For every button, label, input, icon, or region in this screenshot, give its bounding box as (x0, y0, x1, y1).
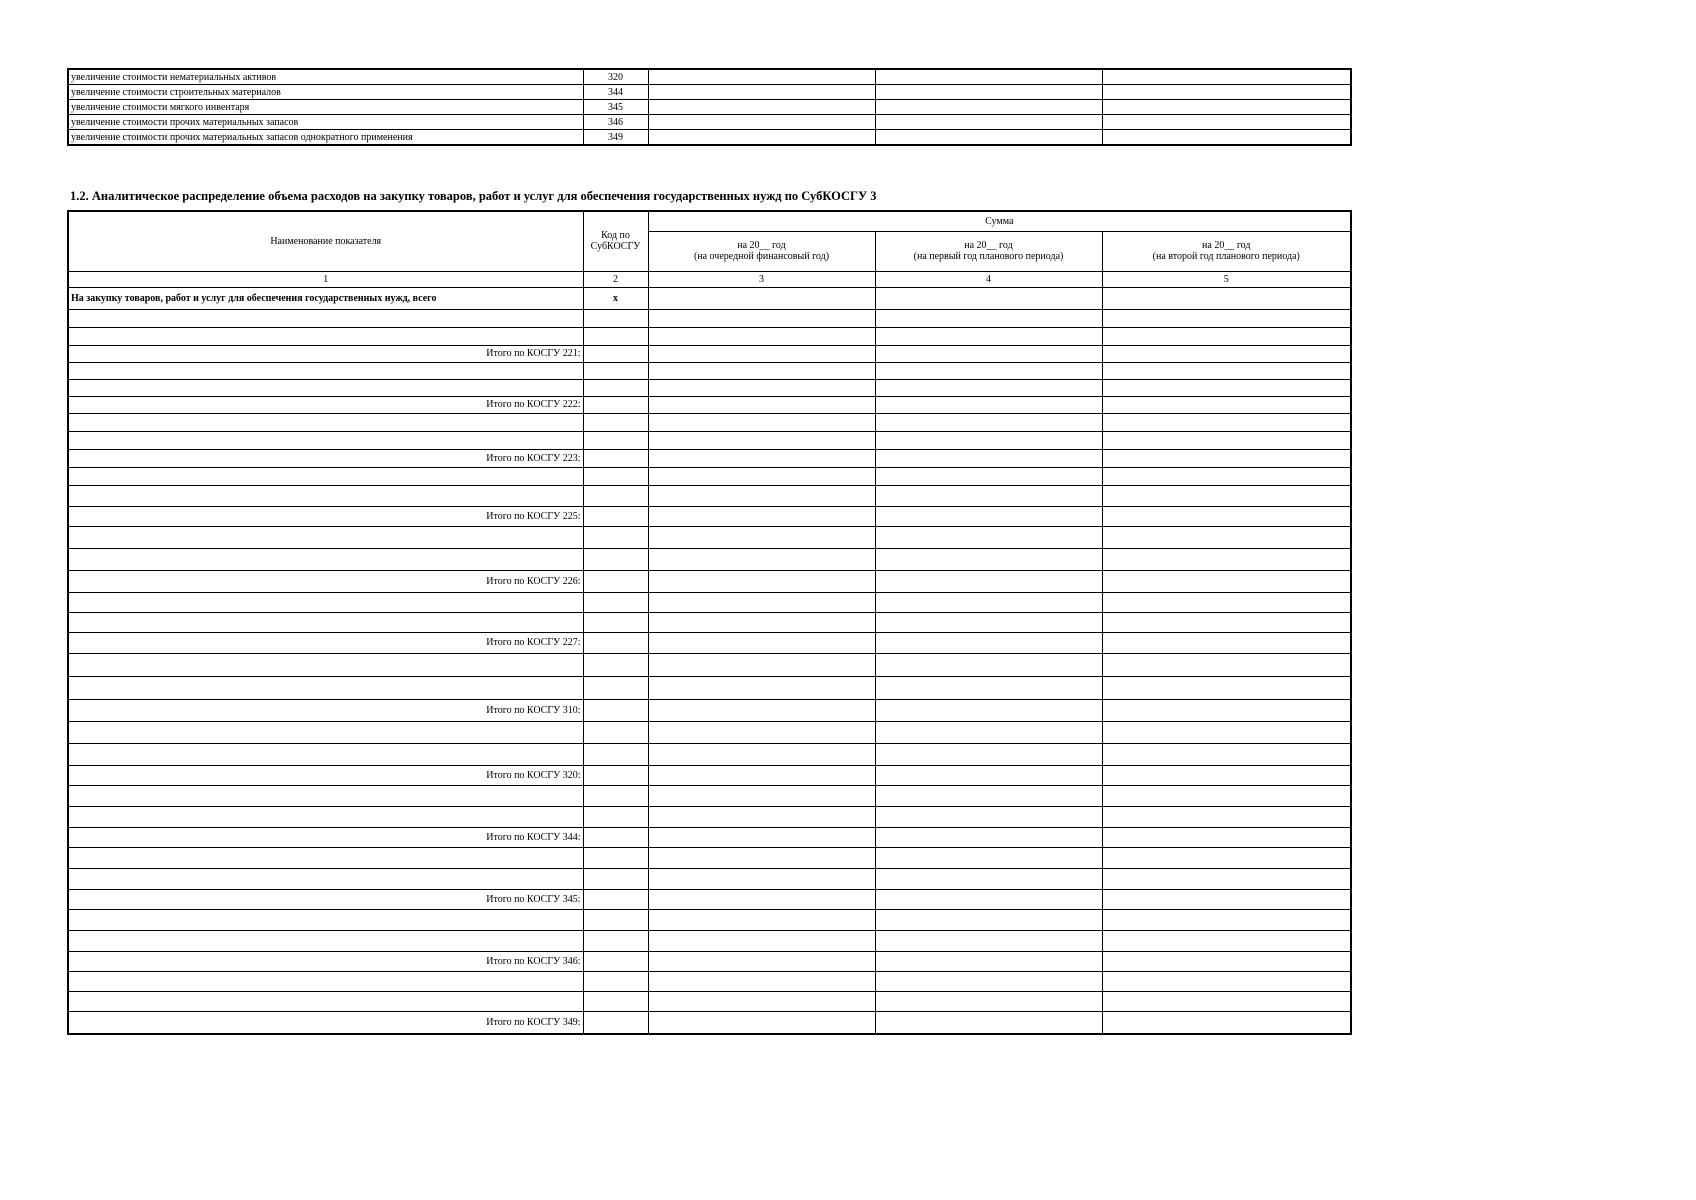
column-number: 1 (68, 271, 583, 287)
row-name-cell[interactable] (68, 592, 583, 612)
value-cell[interactable] (875, 632, 1102, 653)
value-cell[interactable] (1102, 765, 1351, 785)
table-row (68, 785, 1351, 806)
value-cell[interactable] (648, 130, 875, 146)
row-code: 344 (583, 85, 648, 100)
itogo-row (68, 951, 1351, 971)
row-code: 349 (583, 130, 648, 146)
value-cell[interactable] (875, 699, 1102, 721)
row-code-cell[interactable] (583, 765, 648, 785)
value-cell[interactable] (875, 592, 1102, 612)
itogo-label: Итого по КОСГУ 222: (68, 396, 583, 413)
value-cell[interactable] (1102, 785, 1351, 806)
table-row (68, 676, 1351, 699)
value-cell[interactable] (1102, 699, 1351, 721)
row-code-cell[interactable] (583, 868, 648, 889)
value-cell[interactable] (648, 506, 875, 526)
value-cell[interactable] (1102, 431, 1351, 449)
value-cell[interactable] (648, 868, 875, 889)
value-cell[interactable] (648, 721, 875, 743)
table-header (68, 211, 1351, 287)
row-code-cell[interactable] (583, 362, 648, 379)
value-cell[interactable] (1102, 570, 1351, 592)
value-cell[interactable] (648, 548, 875, 570)
itogo-row (68, 449, 1351, 467)
row-name-cell[interactable] (68, 971, 583, 991)
total-row-name: На закупку товаров, работ и услуг для обеспечения государственных нужд, всего (68, 287, 583, 309)
value-cell[interactable] (648, 485, 875, 506)
value-cell[interactable] (648, 69, 875, 85)
value-cell[interactable] (875, 85, 1102, 100)
itogo-row (68, 632, 1351, 653)
value-cell[interactable] (875, 868, 1102, 889)
row-name-cell[interactable] (68, 526, 583, 548)
itogo-label: Итого по КОСГУ 226: (68, 570, 583, 592)
header-name: Наименование показателя (68, 211, 583, 271)
value-cell[interactable] (1102, 506, 1351, 526)
row-code-cell[interactable] (583, 827, 648, 847)
table-row (68, 431, 1351, 449)
value-cell[interactable] (648, 570, 875, 592)
row-code-cell[interactable] (583, 309, 648, 327)
value-cell[interactable] (648, 431, 875, 449)
table-row (68, 413, 1351, 431)
row-code-cell[interactable] (583, 806, 648, 827)
itogo-row (68, 765, 1351, 785)
value-cell[interactable] (875, 548, 1102, 570)
value-cell[interactable] (648, 889, 875, 909)
value-cell[interactable] (875, 889, 1102, 909)
value-cell[interactable] (875, 485, 1102, 506)
value-cell[interactable] (875, 1011, 1102, 1034)
table-row (68, 85, 1351, 100)
row-name-cell[interactable] (68, 431, 583, 449)
value-cell[interactable] (875, 991, 1102, 1011)
row-code-cell[interactable] (583, 676, 648, 699)
value-cell[interactable] (1102, 115, 1351, 130)
value-cell[interactable] (648, 699, 875, 721)
materials-table (67, 68, 1352, 146)
row-code-cell[interactable] (583, 327, 648, 345)
header-col3-year: на 20__ год (737, 240, 786, 251)
table-row (68, 909, 1351, 930)
row-name: увеличение стоимости прочих материальных запасов (68, 115, 583, 130)
value-cell[interactable] (875, 100, 1102, 115)
row-name: увеличение стоимости мягкого инвентаря (68, 100, 583, 115)
value-cell[interactable] (1102, 971, 1351, 991)
row-name: увеличение стоимости строительных материалов (68, 85, 583, 100)
value-cell[interactable] (1102, 991, 1351, 1011)
row-name-cell[interactable] (68, 467, 583, 485)
value-cell[interactable] (875, 327, 1102, 345)
row-code-cell[interactable] (583, 909, 648, 930)
itogo-label: Итого по КОСГУ 227: (68, 632, 583, 653)
total-row (68, 287, 1351, 309)
table-row (68, 548, 1351, 570)
row-code-cell[interactable] (583, 345, 648, 362)
header-row (68, 211, 1351, 231)
materials-table-body (68, 69, 1351, 145)
value-cell[interactable] (648, 612, 875, 632)
value-cell[interactable] (1102, 1011, 1351, 1034)
header-col3-period: (на очередной финансовый год) (693, 251, 830, 262)
row-name-cell[interactable] (68, 721, 583, 743)
table-row (68, 743, 1351, 765)
row-name: увеличение стоимости прочих материальных запасов однократного применения (68, 130, 583, 146)
row-code-cell[interactable] (583, 431, 648, 449)
row-name-cell[interactable] (68, 413, 583, 431)
value-cell[interactable] (648, 909, 875, 930)
row-code-cell[interactable] (583, 548, 648, 570)
value-cell[interactable] (1102, 930, 1351, 951)
row-name-cell[interactable] (68, 327, 583, 345)
value-cell[interactable] (1102, 379, 1351, 396)
value-cell[interactable] (648, 413, 875, 431)
value-cell[interactable] (1102, 612, 1351, 632)
row-code-cell[interactable] (583, 485, 648, 506)
value-cell[interactable] (1102, 743, 1351, 765)
value-cell[interactable] (648, 806, 875, 827)
row-code-cell[interactable] (583, 889, 648, 909)
itogo-label: Итого по КОСГУ 349: (68, 1011, 583, 1034)
itogo-label: Итого по КОСГУ 346: (68, 951, 583, 971)
row-code-cell[interactable] (583, 653, 648, 676)
itogo-label: Итого по КОСГУ 221: (68, 345, 583, 362)
row-code-cell[interactable] (583, 396, 648, 413)
row-code-cell[interactable] (583, 612, 648, 632)
value-cell[interactable] (1102, 592, 1351, 612)
row-name-cell[interactable] (68, 548, 583, 570)
row-code-cell[interactable] (583, 379, 648, 396)
value-cell[interactable] (648, 287, 875, 309)
table-row (68, 485, 1351, 506)
itogo-row (68, 889, 1351, 909)
value-cell[interactable] (648, 743, 875, 765)
value-cell[interactable] (875, 930, 1102, 951)
column-number: 2 (583, 271, 648, 287)
row-code: 320 (583, 69, 648, 85)
value-cell[interactable] (1102, 526, 1351, 548)
table-row (68, 592, 1351, 612)
value-cell[interactable] (1102, 889, 1351, 909)
value-cell[interactable] (648, 449, 875, 467)
row-name-cell[interactable] (68, 847, 583, 868)
value-cell[interactable] (1102, 69, 1351, 85)
table-row (68, 971, 1351, 991)
value-cell[interactable] (875, 785, 1102, 806)
header-col4-period: (на первый год планового периода) (913, 251, 1064, 262)
table-row (68, 379, 1351, 396)
table-row (68, 868, 1351, 889)
header-col4-year: на 20__ год (964, 240, 1013, 251)
value-cell[interactable] (1102, 951, 1351, 971)
value-cell[interactable] (648, 379, 875, 396)
value-cell[interactable] (875, 431, 1102, 449)
itogo-row (68, 699, 1351, 721)
itogo-label: Итого по КОСГУ 223: (68, 449, 583, 467)
itogo-label: Итого по КОСГУ 225: (68, 506, 583, 526)
value-cell[interactable] (648, 653, 875, 676)
value-cell[interactable] (648, 991, 875, 1011)
column-number: 3 (648, 271, 875, 287)
value-cell[interactable] (1102, 327, 1351, 345)
value-cell[interactable] (875, 909, 1102, 930)
value-cell[interactable] (1102, 449, 1351, 467)
value-cell[interactable] (1102, 676, 1351, 699)
row-code-cell[interactable] (583, 570, 648, 592)
itogo-label: Итого по КОСГУ 345: (68, 889, 583, 909)
value-cell[interactable] (648, 526, 875, 548)
row-name: увеличение стоимости нематериальных активов (68, 69, 583, 85)
value-cell[interactable] (1102, 847, 1351, 868)
table-row (68, 847, 1351, 868)
table-row (68, 612, 1351, 632)
row-code-cell[interactable] (583, 467, 648, 485)
value-cell[interactable] (648, 632, 875, 653)
value-cell[interactable] (875, 449, 1102, 467)
value-cell[interactable] (648, 115, 875, 130)
itogo-row (68, 1011, 1351, 1034)
row-code-cell[interactable] (583, 951, 648, 971)
table-body (68, 287, 1351, 1034)
table-row (68, 130, 1351, 146)
value-cell[interactable] (875, 345, 1102, 362)
itogo-row (68, 570, 1351, 592)
value-cell[interactable] (1102, 396, 1351, 413)
value-cell[interactable] (875, 115, 1102, 130)
value-cell[interactable] (875, 612, 1102, 632)
row-code-cell[interactable] (583, 449, 648, 467)
value-cell[interactable] (648, 396, 875, 413)
row-name-cell[interactable] (68, 930, 583, 951)
value-cell[interactable] (1102, 721, 1351, 743)
value-cell[interactable] (1102, 467, 1351, 485)
value-cell[interactable] (875, 287, 1102, 309)
value-cell[interactable] (1102, 345, 1351, 362)
value-cell[interactable] (648, 309, 875, 327)
table-row (68, 653, 1351, 676)
header-sum: Сумма (648, 211, 1351, 231)
value-cell[interactable] (648, 1011, 875, 1034)
table-row (68, 100, 1351, 115)
header-col5-period: (на второй год планового периода) (1152, 251, 1300, 262)
table-row (68, 930, 1351, 951)
header-col3 (648, 231, 875, 271)
value-cell[interactable] (648, 100, 875, 115)
table-row (68, 327, 1351, 345)
value-cell[interactable] (648, 930, 875, 951)
row-code-cell[interactable] (583, 699, 648, 721)
row-code: 345 (583, 100, 648, 115)
itogo-row (68, 506, 1351, 526)
row-code-cell[interactable] (583, 991, 648, 1011)
value-cell[interactable] (1102, 362, 1351, 379)
value-cell[interactable] (1102, 309, 1351, 327)
row-code-cell[interactable] (583, 592, 648, 612)
value-cell[interactable] (1102, 287, 1351, 309)
section-title: 1.2. Аналитическое распределение объема расходов на закупку товаров, работ и услуг для обеспечения государственных нужд по СубКОСГУ 3 (70, 189, 877, 203)
row-name-cell[interactable] (68, 743, 583, 765)
table-row (68, 991, 1351, 1011)
row-code-cell[interactable] (583, 847, 648, 868)
value-cell[interactable] (1102, 413, 1351, 431)
value-cell[interactable] (1102, 827, 1351, 847)
table-row (68, 806, 1351, 827)
row-name-cell[interactable] (68, 309, 583, 327)
table-row (68, 115, 1351, 130)
table-row (68, 309, 1351, 327)
value-cell[interactable] (875, 765, 1102, 785)
itogo-row (68, 827, 1351, 847)
row-name-cell[interactable] (68, 868, 583, 889)
value-cell[interactable] (648, 765, 875, 785)
total-row-code: x (583, 287, 648, 309)
row-name-cell[interactable] (68, 676, 583, 699)
value-cell[interactable] (1102, 130, 1351, 146)
value-cell[interactable] (648, 676, 875, 699)
value-cell[interactable] (1102, 806, 1351, 827)
row-name-cell[interactable] (68, 485, 583, 506)
value-cell[interactable] (648, 847, 875, 868)
value-cell[interactable] (648, 827, 875, 847)
value-cell[interactable] (875, 396, 1102, 413)
value-cell[interactable] (875, 827, 1102, 847)
row-code-cell[interactable] (583, 506, 648, 526)
row-name-cell[interactable] (68, 379, 583, 396)
itogo-label: Итого по КОСГУ 310: (68, 699, 583, 721)
value-cell[interactable] (875, 467, 1102, 485)
value-cell[interactable] (875, 69, 1102, 85)
value-cell[interactable] (1102, 100, 1351, 115)
value-cell[interactable] (875, 847, 1102, 868)
row-code-cell[interactable] (583, 785, 648, 806)
value-cell[interactable] (875, 951, 1102, 971)
value-cell[interactable] (1102, 653, 1351, 676)
procurement-table (67, 210, 1352, 1035)
row-name-cell[interactable] (68, 991, 583, 1011)
row-code-cell[interactable] (583, 526, 648, 548)
value-cell[interactable] (875, 721, 1102, 743)
value-cell[interactable] (648, 327, 875, 345)
value-cell[interactable] (1102, 485, 1351, 506)
value-cell[interactable] (875, 130, 1102, 146)
value-cell[interactable] (875, 971, 1102, 991)
value-cell[interactable] (1102, 548, 1351, 570)
table-row (68, 69, 1351, 85)
value-cell[interactable] (648, 85, 875, 100)
itogo-label: Итого по КОСГУ 320: (68, 765, 583, 785)
value-cell[interactable] (875, 413, 1102, 431)
value-cell[interactable] (1102, 868, 1351, 889)
value-cell[interactable] (648, 971, 875, 991)
row-code-cell[interactable] (583, 971, 648, 991)
row-code: 346 (583, 115, 648, 130)
column-numbers-row (68, 271, 1351, 287)
column-number: 4 (875, 271, 1102, 287)
value-cell[interactable] (875, 526, 1102, 548)
row-name-cell[interactable] (68, 785, 583, 806)
value-cell[interactable] (648, 951, 875, 971)
itogo-label: Итого по КОСГУ 344: (68, 827, 583, 847)
value-cell[interactable] (875, 653, 1102, 676)
header-code: Код по СубКОСГУ (583, 211, 648, 271)
value-cell[interactable] (1102, 632, 1351, 653)
itogo-row (68, 396, 1351, 413)
table-row (68, 362, 1351, 379)
header-col5 (1102, 231, 1351, 271)
row-name-cell[interactable] (68, 653, 583, 676)
itogo-row (68, 345, 1351, 362)
row-code-cell[interactable] (583, 1011, 648, 1034)
value-cell[interactable] (875, 379, 1102, 396)
value-cell[interactable] (875, 806, 1102, 827)
row-name-cell[interactable] (68, 909, 583, 930)
row-code-cell[interactable] (583, 721, 648, 743)
header-col4 (875, 231, 1102, 271)
value-cell[interactable] (648, 362, 875, 379)
value-cell[interactable] (875, 570, 1102, 592)
value-cell[interactable] (875, 362, 1102, 379)
row-name-cell[interactable] (68, 362, 583, 379)
table-row (68, 526, 1351, 548)
value-cell[interactable] (875, 506, 1102, 526)
header-col5-year: на 20__ год (1202, 240, 1251, 251)
value-cell[interactable] (1102, 909, 1351, 930)
row-name-cell[interactable] (68, 612, 583, 632)
row-code-cell[interactable] (583, 632, 648, 653)
table-row (68, 467, 1351, 485)
value-cell[interactable] (875, 309, 1102, 327)
table-row (68, 721, 1351, 743)
value-cell[interactable] (648, 345, 875, 362)
value-cell[interactable] (875, 743, 1102, 765)
value-cell[interactable] (875, 676, 1102, 699)
value-cell[interactable] (648, 592, 875, 612)
row-code-cell[interactable] (583, 930, 648, 951)
value-cell[interactable] (1102, 85, 1351, 100)
row-code-cell[interactable] (583, 743, 648, 765)
column-number: 5 (1102, 271, 1351, 287)
row-code-cell[interactable] (583, 413, 648, 431)
row-name-cell[interactable] (68, 806, 583, 827)
value-cell[interactable] (648, 785, 875, 806)
value-cell[interactable] (648, 467, 875, 485)
